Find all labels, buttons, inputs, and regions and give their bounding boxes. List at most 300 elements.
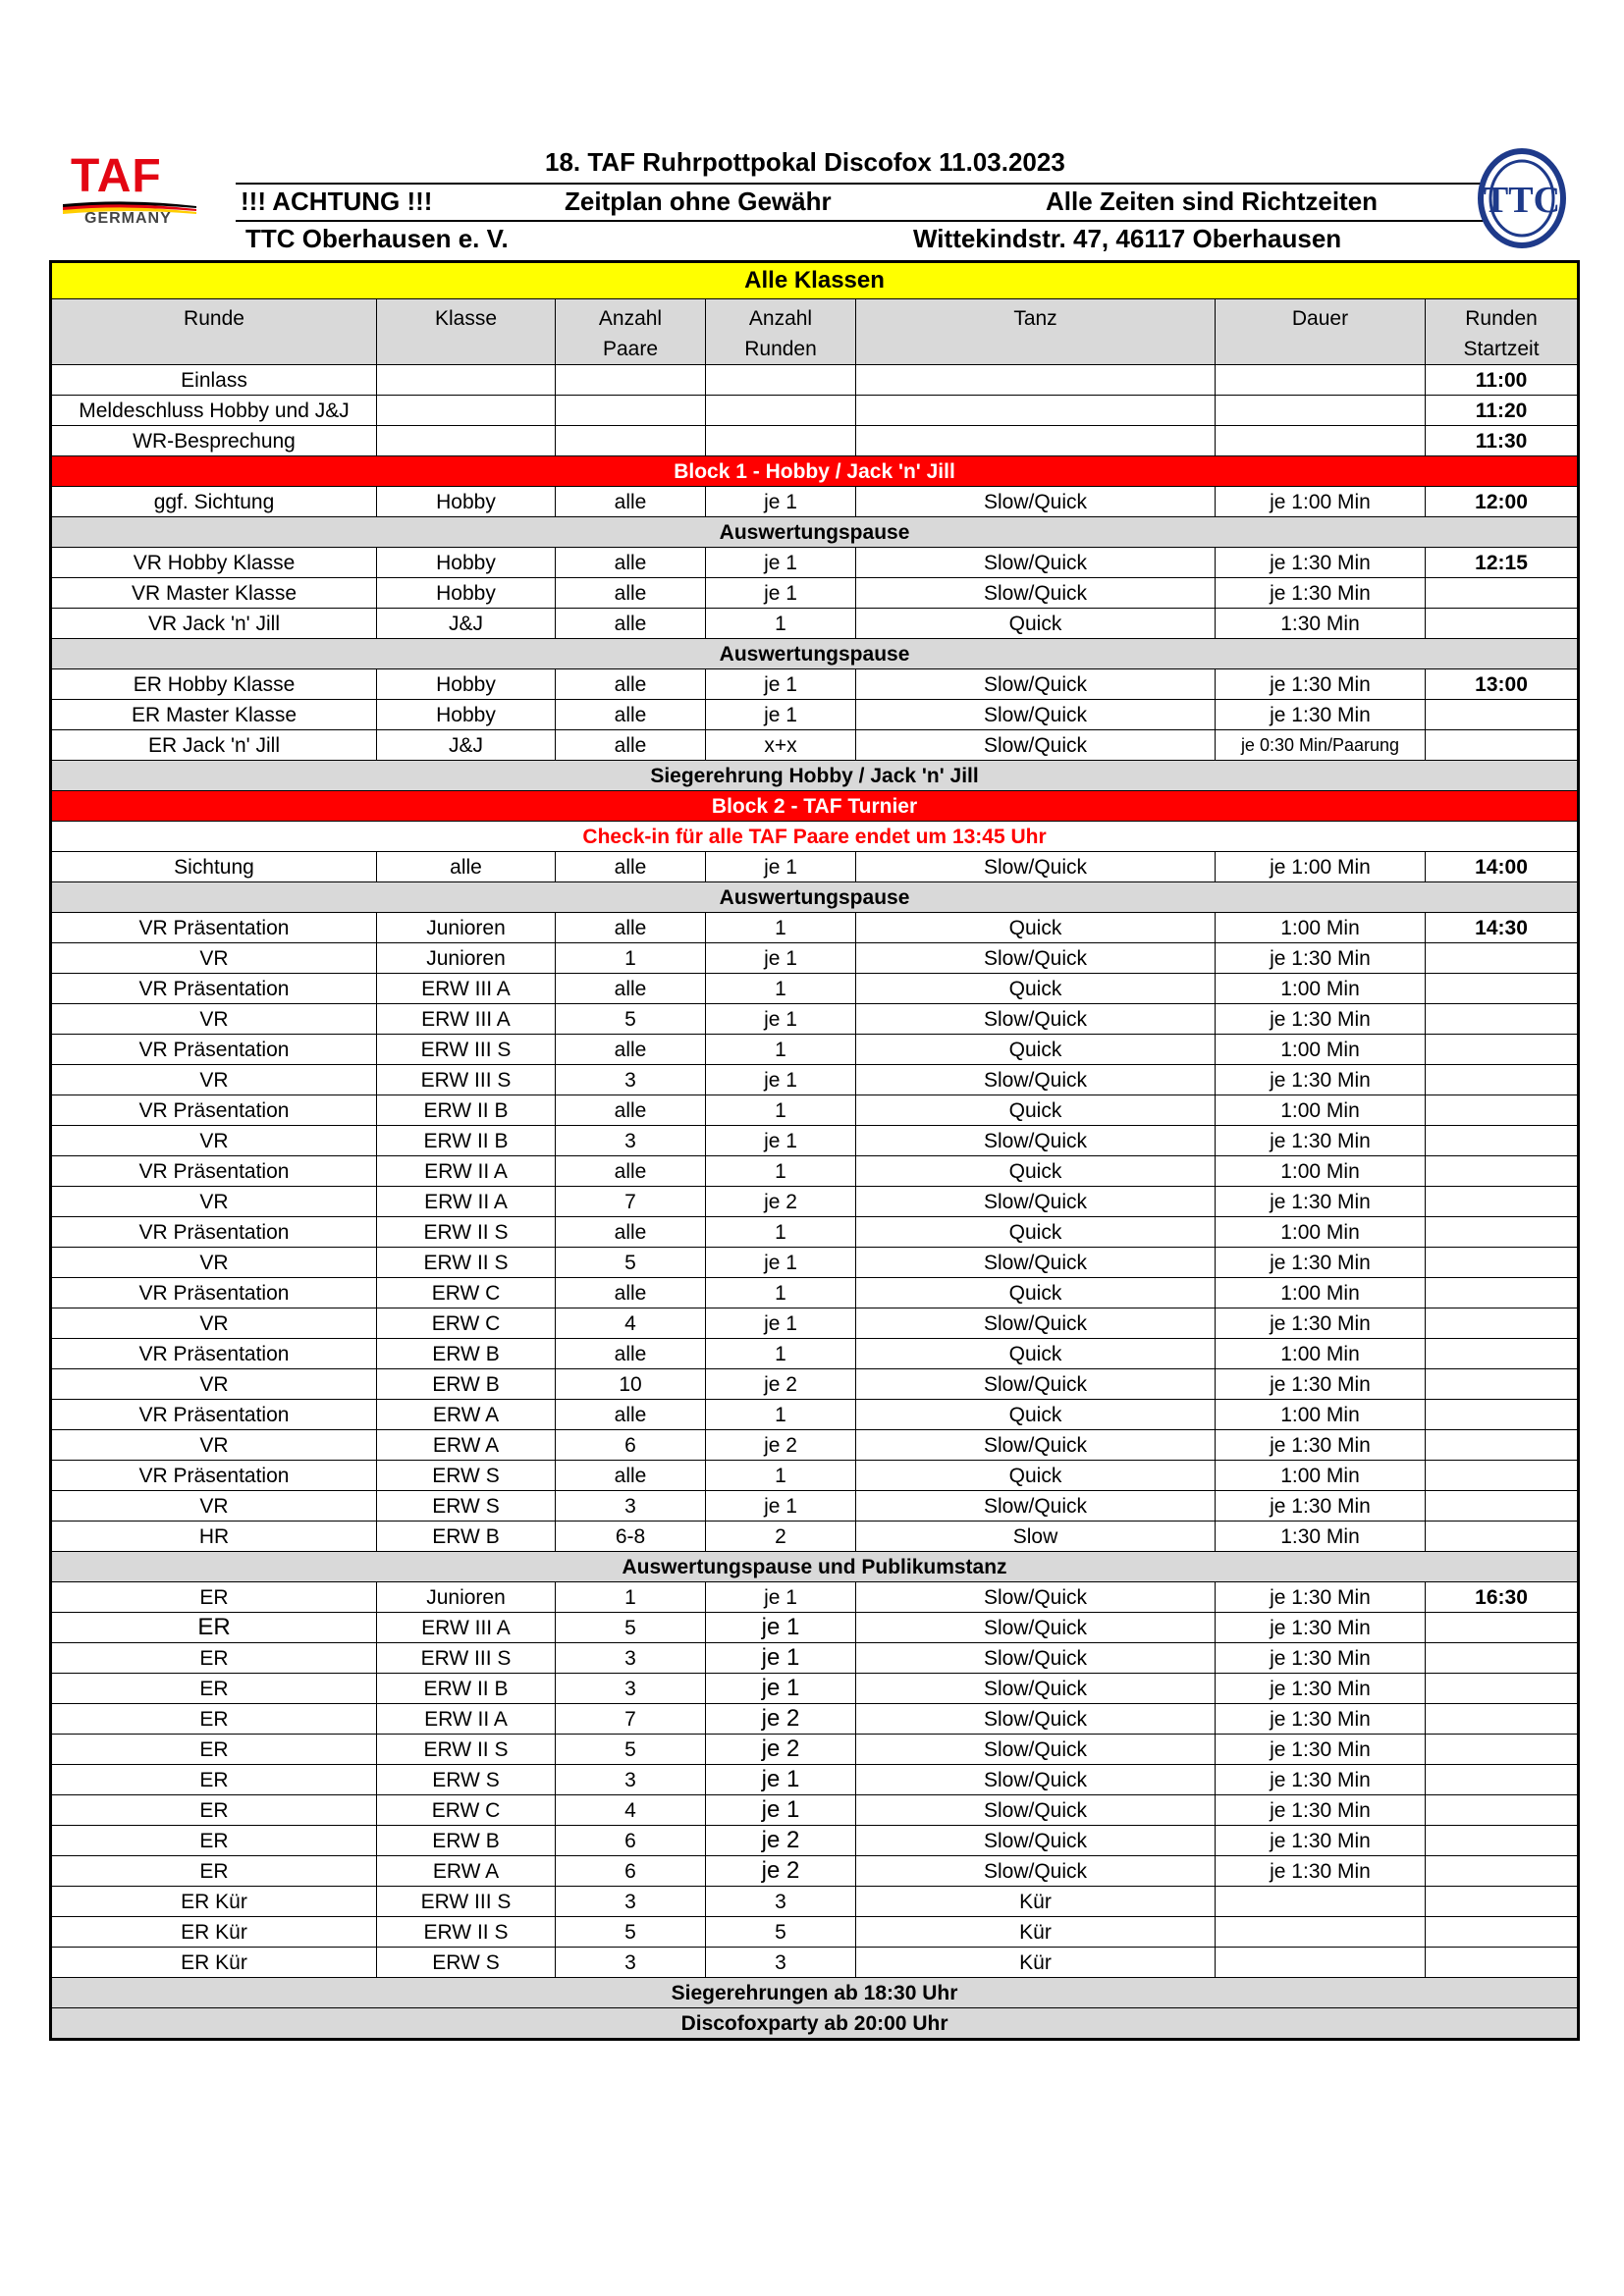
table-row xyxy=(51,1522,1579,1552)
cell-klasse: ERW II A xyxy=(377,1156,556,1187)
achtung-notice: !!! ACHTUNG !!! xyxy=(241,187,433,216)
cell-dauer: je 1:30 Min xyxy=(1216,1856,1426,1887)
cell-klasse: ERW II B xyxy=(377,1095,556,1126)
cell-startzeit xyxy=(1426,1278,1579,1308)
table-row xyxy=(51,730,1579,761)
cell-dauer: je 1:30 Min xyxy=(1216,1430,1426,1461)
cell-anzahl-runden: je 1 xyxy=(706,1765,856,1795)
cell-klasse: Hobby xyxy=(377,548,556,578)
cell-klasse: J&J xyxy=(377,730,556,761)
section-label: Auswertungspause xyxy=(51,517,1579,548)
cell-startzeit xyxy=(1426,1187,1579,1217)
table-row xyxy=(51,609,1579,639)
table-row xyxy=(51,974,1579,1004)
cell-klasse: ERW III S xyxy=(377,1065,556,1095)
cell-startzeit xyxy=(1426,1217,1579,1248)
table-row xyxy=(51,1430,1579,1461)
table-row xyxy=(51,1674,1579,1704)
ttc-logo-text: TTC xyxy=(1483,180,1561,221)
cell-runde: VR Präsentation xyxy=(51,1035,377,1065)
cell-runde: ER xyxy=(51,1765,377,1795)
cell-anzahl-runden: je 2 xyxy=(706,1735,856,1765)
column-header-line: Dauer xyxy=(1291,307,1349,330)
cell-runde: VR xyxy=(51,1126,377,1156)
cell-runde: VR Präsentation xyxy=(51,1156,377,1187)
cell-klasse: Hobby xyxy=(377,578,556,609)
block-header-row xyxy=(51,456,1579,487)
table-row xyxy=(51,1643,1579,1674)
column-header xyxy=(1216,299,1426,365)
cell-anzahl-paare: 5 xyxy=(556,1613,706,1643)
cell-startzeit xyxy=(1426,700,1579,730)
header-rule-2 xyxy=(236,220,1492,222)
cell-anzahl-paare: 3 xyxy=(556,1126,706,1156)
cell-klasse: ERW A xyxy=(377,1430,556,1461)
cell-anzahl-paare: alle xyxy=(556,852,706,882)
cell-runde: VR Präsentation xyxy=(51,1400,377,1430)
cell-klasse: ERW II B xyxy=(377,1126,556,1156)
cell-dauer: 1:00 Min xyxy=(1216,1156,1426,1187)
cell-dauer: je 1:30 Min xyxy=(1216,1308,1426,1339)
cell-anzahl-paare: alle xyxy=(556,913,706,943)
section-label: Block 1 - Hobby / Jack 'n' Jill xyxy=(51,456,1579,487)
cell-startzeit xyxy=(1426,1887,1579,1917)
cell-tanz: Slow/Quick xyxy=(856,1643,1216,1674)
cell-startzeit xyxy=(1426,1369,1579,1400)
cell-klasse: J&J xyxy=(377,609,556,639)
table-row xyxy=(51,1461,1579,1491)
table-row xyxy=(51,1917,1579,1948)
cell-klasse: ERW II A xyxy=(377,1704,556,1735)
cell-runde: ER xyxy=(51,1704,377,1735)
cell-tanz: Slow/Quick xyxy=(856,1126,1216,1156)
cell-runde: ER xyxy=(51,1856,377,1887)
cell-anzahl-paare: alle xyxy=(556,1095,706,1126)
table-row xyxy=(51,1887,1579,1917)
table-row xyxy=(51,1095,1579,1126)
cell-anzahl-paare: alle xyxy=(556,609,706,639)
cell-klasse: ERW C xyxy=(377,1795,556,1826)
cell-klasse: Junioren xyxy=(377,943,556,974)
cell-anzahl-paare: 4 xyxy=(556,1308,706,1339)
cell-anzahl-runden: 1 xyxy=(706,1217,856,1248)
cell-tanz: Quick xyxy=(856,913,1216,943)
cell-klasse: ERW A xyxy=(377,1400,556,1430)
cell-tanz: Quick xyxy=(856,1156,1216,1187)
cell-anzahl-paare: 3 xyxy=(556,1887,706,1917)
section-row xyxy=(51,882,1579,913)
cell-startzeit: 13:00 xyxy=(1426,669,1579,700)
cell-anzahl-paare: alle xyxy=(556,974,706,1004)
table-row xyxy=(51,913,1579,943)
cell-klasse: ERW B xyxy=(377,1826,556,1856)
cell-dauer: je 1:30 Min xyxy=(1216,1248,1426,1278)
cell-anzahl-runden: 1 xyxy=(706,609,856,639)
cell-anzahl-runden: je 2 xyxy=(706,1826,856,1856)
table-row xyxy=(51,487,1579,517)
cell-tanz: Quick xyxy=(856,1217,1216,1248)
cell-anzahl-runden: 1 xyxy=(706,1461,856,1491)
cell-klasse: ERW C xyxy=(377,1278,556,1308)
cell-tanz: Slow/Quick xyxy=(856,1308,1216,1339)
cell-anzahl-paare: 6-8 xyxy=(556,1522,706,1552)
table-row xyxy=(51,1248,1579,1278)
column-header-line: Klasse xyxy=(434,307,498,330)
section-label: Discofoxparty ab 20:00 Uhr xyxy=(51,2008,1579,2040)
cell-anzahl-runden: je 1 xyxy=(706,1491,856,1522)
cell-tanz xyxy=(856,365,1216,396)
cell-anzahl-paare: 1 xyxy=(556,1582,706,1613)
cell-anzahl-paare: alle xyxy=(556,669,706,700)
germany-logo-word: GERMANY xyxy=(84,210,172,227)
cell-dauer xyxy=(1216,365,1426,396)
cell-anzahl-paare: 5 xyxy=(556,1917,706,1948)
cell-anzahl-runden: je 1 xyxy=(706,669,856,700)
cell-tanz: Slow/Quick xyxy=(856,943,1216,974)
cell-klasse: ERW III A xyxy=(377,974,556,1004)
cell-runde: VR Hobby Klasse xyxy=(51,548,377,578)
cell-anzahl-paare: 3 xyxy=(556,1765,706,1795)
cell-runde: ER xyxy=(51,1674,377,1704)
cell-tanz: Slow/Quick xyxy=(856,1248,1216,1278)
column-header-line: Tanz xyxy=(1013,307,1057,330)
cell-runde: ER xyxy=(51,1613,377,1643)
table-row xyxy=(51,1339,1579,1369)
cell-runde: VR xyxy=(51,1430,377,1461)
cell-dauer: je 1:00 Min xyxy=(1216,852,1426,882)
section-label: Auswertungspause xyxy=(51,882,1579,913)
table-row xyxy=(51,1156,1579,1187)
cell-anzahl-paare xyxy=(556,365,706,396)
column-header-line: Startzeit xyxy=(1463,338,1540,360)
cell-tanz: Slow/Quick xyxy=(856,1826,1216,1856)
schedule-body xyxy=(51,262,1579,2040)
table-row xyxy=(51,1400,1579,1430)
cell-startzeit xyxy=(1426,1126,1579,1156)
cell-runde: ER Kür xyxy=(51,1917,377,1948)
cell-anzahl-runden: je 2 xyxy=(706,1856,856,1887)
cell-startzeit xyxy=(1426,1461,1579,1491)
cell-runde: ER xyxy=(51,1643,377,1674)
cell-dauer: je 1:30 Min xyxy=(1216,1643,1426,1674)
cell-anzahl-paare: alle xyxy=(556,1035,706,1065)
section-label: Auswertungspause und Publikumstanz xyxy=(51,1552,1579,1582)
cell-runde: ER Hobby Klasse xyxy=(51,669,377,700)
cell-anzahl-runden: je 1 xyxy=(706,1674,856,1704)
cell-runde: VR Master Klasse xyxy=(51,578,377,609)
cell-anzahl-runden: 5 xyxy=(706,1917,856,1948)
cell-klasse: ERW B xyxy=(377,1369,556,1400)
cell-startzeit xyxy=(1426,1826,1579,1856)
club-name: TTC Oberhausen e. V. xyxy=(245,224,509,253)
cell-tanz: Quick xyxy=(856,609,1216,639)
cell-runde: VR Präsentation xyxy=(51,1217,377,1248)
cell-tanz: Slow/Quick xyxy=(856,548,1216,578)
cell-klasse: alle xyxy=(377,852,556,882)
cell-klasse: ERW II S xyxy=(377,1217,556,1248)
cell-anzahl-paare: alle xyxy=(556,1156,706,1187)
table-row xyxy=(51,1126,1579,1156)
cell-anzahl-paare: 5 xyxy=(556,1735,706,1765)
section-row xyxy=(51,2008,1579,2040)
cell-dauer: je 0:30 Min/Paarung xyxy=(1216,730,1426,761)
cell-anzahl-runden: 1 xyxy=(706,913,856,943)
table-row xyxy=(51,1582,1579,1613)
taf-germany-logo xyxy=(57,150,204,230)
cell-anzahl-runden: je 2 xyxy=(706,1704,856,1735)
cell-anzahl-runden: je 2 xyxy=(706,1187,856,1217)
cell-runde: VR Präsentation xyxy=(51,1339,377,1369)
cell-dauer: 1:00 Min xyxy=(1216,913,1426,943)
cell-tanz: Kür xyxy=(856,1948,1216,1978)
cell-klasse: ERW III S xyxy=(377,1035,556,1065)
cell-anzahl-runden: 1 xyxy=(706,1400,856,1430)
cell-dauer: 1:00 Min xyxy=(1216,1461,1426,1491)
table-row xyxy=(51,1704,1579,1735)
cell-anzahl-runden: je 1 xyxy=(706,487,856,517)
cell-tanz: Quick xyxy=(856,1461,1216,1491)
times-disclaimer: Alle Zeiten sind Richtzeiten xyxy=(1046,187,1379,216)
cell-startzeit xyxy=(1426,1035,1579,1065)
cell-startzeit: 11:00 xyxy=(1426,365,1579,396)
cell-klasse: Hobby xyxy=(377,669,556,700)
section-label: Block 2 - TAF Turnier xyxy=(51,791,1579,822)
cell-klasse: ERW III S xyxy=(377,1887,556,1917)
cell-startzeit xyxy=(1426,1948,1579,1978)
cell-runde: VR xyxy=(51,1491,377,1522)
cell-tanz: Slow/Quick xyxy=(856,1613,1216,1643)
column-header xyxy=(51,299,377,365)
cell-anzahl-paare: 3 xyxy=(556,1643,706,1674)
cell-startzeit xyxy=(1426,578,1579,609)
cell-startzeit xyxy=(1426,609,1579,639)
cell-klasse: ERW B xyxy=(377,1522,556,1552)
cell-anzahl-paare: alle xyxy=(556,1400,706,1430)
cell-klasse: ERW B xyxy=(377,1339,556,1369)
cell-runde: VR Jack 'n' Jill xyxy=(51,609,377,639)
table-row xyxy=(51,1735,1579,1765)
cell-dauer xyxy=(1216,1917,1426,1948)
table-row xyxy=(51,700,1579,730)
cell-anzahl-runden: 1 xyxy=(706,1095,856,1126)
cell-tanz: Slow/Quick xyxy=(856,1795,1216,1826)
column-header-line: Paare xyxy=(602,338,659,360)
cell-klasse xyxy=(377,426,556,456)
table-title-row xyxy=(51,262,1579,299)
cell-anzahl-paare: 6 xyxy=(556,1430,706,1461)
cell-tanz: Slow/Quick xyxy=(856,1065,1216,1095)
cell-klasse: Junioren xyxy=(377,913,556,943)
cell-klasse: Junioren xyxy=(377,1582,556,1613)
cell-tanz: Slow/Quick xyxy=(856,669,1216,700)
cell-runde: VR xyxy=(51,1004,377,1035)
cell-startzeit xyxy=(1426,1248,1579,1278)
cell-anzahl-paare xyxy=(556,426,706,456)
cell-startzeit xyxy=(1426,974,1579,1004)
cell-anzahl-runden: je 1 xyxy=(706,578,856,609)
cell-anzahl-runden xyxy=(706,365,856,396)
column-header xyxy=(556,299,706,365)
cell-runde: VR xyxy=(51,1187,377,1217)
cell-klasse: ERW S xyxy=(377,1461,556,1491)
cell-startzeit xyxy=(1426,1095,1579,1126)
cell-dauer: je 1:30 Min xyxy=(1216,1004,1426,1035)
cell-runde: VR Präsentation xyxy=(51,1278,377,1308)
cell-startzeit xyxy=(1426,1643,1579,1674)
table-row xyxy=(51,1369,1579,1400)
cell-runde: WR-Besprechung xyxy=(51,426,377,456)
cell-startzeit xyxy=(1426,1765,1579,1795)
ttc-club-logo xyxy=(1477,147,1567,249)
cell-startzeit: 12:00 xyxy=(1426,487,1579,517)
cell-klasse: ERW A xyxy=(377,1856,556,1887)
table-row xyxy=(51,1795,1579,1826)
table-row xyxy=(51,1035,1579,1065)
cell-anzahl-paare: 3 xyxy=(556,1491,706,1522)
section-label: Check-in für alle TAF Paare endet um 13:45 Uhr xyxy=(51,822,1579,852)
cell-anzahl-paare: alle xyxy=(556,548,706,578)
cell-klasse: Hobby xyxy=(377,700,556,730)
cell-dauer: 1:00 Min xyxy=(1216,1339,1426,1369)
header-rule-1 xyxy=(236,183,1492,185)
ttc-emblem-icon xyxy=(1477,147,1567,249)
cell-anzahl-runden: je 1 xyxy=(706,1795,856,1826)
cell-klasse: Hobby xyxy=(377,487,556,517)
section-label: Auswertungspause xyxy=(51,639,1579,669)
cell-dauer xyxy=(1216,1948,1426,1978)
cell-startzeit xyxy=(1426,1704,1579,1735)
cell-dauer: je 1:30 Min xyxy=(1216,1065,1426,1095)
cell-anzahl-runden xyxy=(706,426,856,456)
cell-anzahl-paare: alle xyxy=(556,730,706,761)
cell-tanz xyxy=(856,396,1216,426)
cell-anzahl-paare: 6 xyxy=(556,1826,706,1856)
cell-anzahl-runden: je 1 xyxy=(706,1126,856,1156)
cell-anzahl-paare: 3 xyxy=(556,1065,706,1095)
cell-runde: ER Master Klasse xyxy=(51,700,377,730)
cell-startzeit xyxy=(1426,1795,1579,1826)
table-row xyxy=(51,1004,1579,1035)
cell-anzahl-runden: 1 xyxy=(706,974,856,1004)
cell-tanz xyxy=(856,426,1216,456)
cell-dauer: je 1:30 Min xyxy=(1216,578,1426,609)
cell-anzahl-paare: alle xyxy=(556,1339,706,1369)
cell-anzahl-runden: je 1 xyxy=(706,1308,856,1339)
cell-klasse xyxy=(377,396,556,426)
cell-tanz: Slow/Quick xyxy=(856,1735,1216,1765)
cell-tanz: Slow xyxy=(856,1522,1216,1552)
cell-anzahl-runden: 3 xyxy=(706,1887,856,1917)
cell-dauer: je 1:00 Min xyxy=(1216,487,1426,517)
cell-dauer: 1:00 Min xyxy=(1216,1217,1426,1248)
column-header-line: Runden xyxy=(744,338,817,360)
cell-anzahl-runden: je 1 xyxy=(706,1582,856,1613)
column-header xyxy=(1426,299,1579,365)
cell-tanz: Slow/Quick xyxy=(856,1765,1216,1795)
cell-tanz: Kür xyxy=(856,1917,1216,1948)
table-row xyxy=(51,1613,1579,1643)
page-header xyxy=(49,147,1577,260)
cell-dauer: 1:30 Min xyxy=(1216,609,1426,639)
cell-klasse: ERW S xyxy=(377,1491,556,1522)
cell-anzahl-runden: 1 xyxy=(706,1339,856,1369)
section-row xyxy=(51,1552,1579,1582)
cell-startzeit xyxy=(1426,1917,1579,1948)
cell-anzahl-paare: alle xyxy=(556,1461,706,1491)
cell-startzeit: 14:00 xyxy=(1426,852,1579,882)
table-row xyxy=(51,578,1579,609)
cell-tanz: Slow/Quick xyxy=(856,730,1216,761)
cell-anzahl-runden: je 2 xyxy=(706,1369,856,1400)
column-header xyxy=(856,299,1216,365)
table-row xyxy=(51,669,1579,700)
cell-klasse: ERW II S xyxy=(377,1917,556,1948)
cell-dauer xyxy=(1216,396,1426,426)
column-header-line: Anzahl xyxy=(748,307,813,330)
cell-klasse: ERW II A xyxy=(377,1187,556,1217)
cell-runde: ER xyxy=(51,1735,377,1765)
cell-tanz: Slow/Quick xyxy=(856,1704,1216,1735)
section-label: Siegerehrungen ab 18:30 Uhr xyxy=(51,1978,1579,2008)
cell-anzahl-paare xyxy=(556,396,706,426)
cell-klasse: ERW C xyxy=(377,1308,556,1339)
cell-anzahl-paare: alle xyxy=(556,1217,706,1248)
cell-startzeit xyxy=(1426,1613,1579,1643)
cell-runde: VR Präsentation xyxy=(51,1095,377,1126)
section-row xyxy=(51,639,1579,669)
cell-tanz: Slow/Quick xyxy=(856,1430,1216,1461)
cell-tanz: Quick xyxy=(856,1035,1216,1065)
table-row xyxy=(51,1065,1579,1095)
cell-tanz: Slow/Quick xyxy=(856,852,1216,882)
cell-klasse: ERW III S xyxy=(377,1643,556,1674)
cell-anzahl-paare: 1 xyxy=(556,943,706,974)
cell-anzahl-runden: je 2 xyxy=(706,1430,856,1461)
cell-runde: VR Präsentation xyxy=(51,1461,377,1491)
cell-dauer: 1:00 Min xyxy=(1216,1095,1426,1126)
cell-dauer: je 1:30 Min xyxy=(1216,1795,1426,1826)
cell-startzeit: 11:20 xyxy=(1426,396,1579,426)
cell-startzeit: 14:30 xyxy=(1426,913,1579,943)
cell-runde: ER xyxy=(51,1582,377,1613)
section-row xyxy=(51,517,1579,548)
cell-tanz: Quick xyxy=(856,1278,1216,1308)
cell-startzeit xyxy=(1426,1856,1579,1887)
cell-startzeit xyxy=(1426,1735,1579,1765)
cell-dauer: je 1:30 Min xyxy=(1216,1765,1426,1795)
cell-anzahl-paare: alle xyxy=(556,578,706,609)
cell-anzahl-runden: je 1 xyxy=(706,548,856,578)
cell-startzeit xyxy=(1426,1065,1579,1095)
cell-tanz: Quick xyxy=(856,1400,1216,1430)
cell-anzahl-runden xyxy=(706,396,856,426)
cell-anzahl-runden: je 1 xyxy=(706,852,856,882)
event-title: 18. TAF Ruhrpottpokal Discofox 11.03.2023 xyxy=(545,147,1065,177)
notice-row xyxy=(51,822,1579,852)
taf-logo-word: TAF xyxy=(71,150,162,202)
cell-tanz: Slow/Quick xyxy=(856,487,1216,517)
cell-anzahl-runden: je 1 xyxy=(706,943,856,974)
cell-tanz: Slow/Quick xyxy=(856,1187,1216,1217)
table-row xyxy=(51,1856,1579,1887)
cell-dauer: je 1:30 Min xyxy=(1216,1187,1426,1217)
cell-tanz: Slow/Quick xyxy=(856,1582,1216,1613)
cell-dauer: je 1:30 Min xyxy=(1216,1491,1426,1522)
cell-runde: VR xyxy=(51,1308,377,1339)
cell-dauer: 1:00 Min xyxy=(1216,974,1426,1004)
cell-anzahl-runden: 1 xyxy=(706,1156,856,1187)
column-header-row xyxy=(51,299,1579,365)
